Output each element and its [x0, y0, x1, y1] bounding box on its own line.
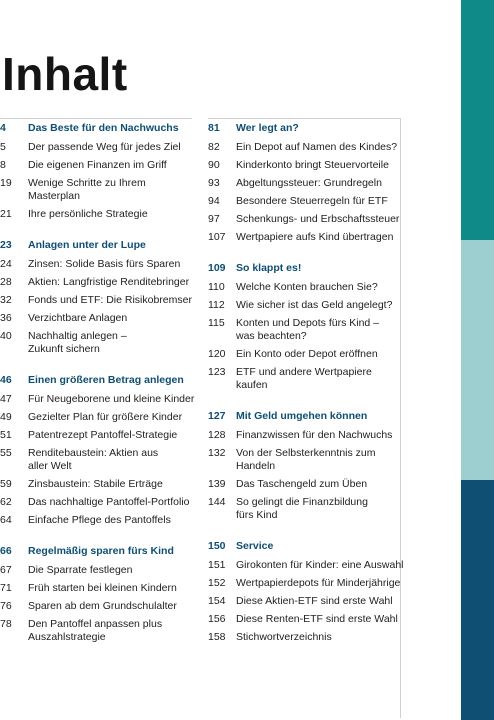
toc-left-column: [0, 118, 200, 658]
entry-page-number: 112: [208, 298, 225, 311]
entry-page-number: 64: [0, 513, 12, 526]
section-page-number: 4: [0, 122, 6, 134]
section-title: Das Beste für den Nachwuchs: [28, 122, 179, 134]
entry-page-number: 32: [0, 293, 12, 306]
section-heading[interactable]: [208, 118, 408, 138]
entry-page-number: 115: [208, 316, 225, 329]
entry-page-number: 5: [0, 140, 6, 153]
entry-title: Welche Konten brauchen Sie?: [236, 280, 378, 293]
section-heading[interactable]: [0, 235, 200, 255]
entry-page-number: 71: [0, 581, 12, 594]
toc-entry[interactable]: [208, 296, 408, 314]
entry-page-number: 139: [208, 477, 226, 490]
toc-section: [0, 541, 200, 646]
toc-entry[interactable]: [208, 314, 408, 345]
section-page-number: 46: [0, 374, 12, 386]
toc-section: [208, 118, 408, 246]
entry-page-number: 144: [208, 495, 226, 508]
side-stripe-teal: [461, 0, 494, 240]
entry-title: Die eigenen Finanzen im Griff: [28, 158, 167, 171]
entry-page-number: 90: [208, 158, 220, 171]
entry-page-number: 78: [0, 617, 12, 630]
entry-title: Gezielter Plan für größere Kinder: [28, 410, 183, 423]
toc-entry[interactable]: [0, 327, 200, 358]
toc-section: [0, 370, 200, 529]
entry-title: Nachhaltig anlegen – Zukunft sichern: [28, 329, 127, 355]
toc-entry[interactable]: [0, 408, 200, 426]
section-heading[interactable]: [208, 258, 408, 278]
toc-entry[interactable]: [208, 426, 408, 444]
toc-entry[interactable]: [208, 628, 408, 646]
entry-title: Schenkungs- und Erbschaftssteuer: [236, 212, 400, 225]
entry-title: Stichwortverzeichnis: [236, 630, 332, 643]
section-heading[interactable]: [0, 541, 200, 561]
entry-page-number: 97: [208, 212, 220, 225]
entry-title: Aktien: Langfristige Renditebringer: [28, 275, 190, 288]
entry-title: Girokonten für Kinder: eine Auswahl: [236, 558, 404, 571]
section-title: Service: [236, 540, 274, 552]
entry-title: Der passende Weg für jedes Ziel: [28, 140, 181, 153]
toc-entry[interactable]: [0, 291, 200, 309]
entry-page-number: 132: [208, 446, 226, 459]
entry-title: Das Taschengeld zum Üben: [236, 477, 368, 490]
toc-entry[interactable]: [0, 426, 200, 444]
entry-page-number: 28: [0, 275, 12, 288]
entry-title: Konten und Depots fürs Kind – was beachten?: [236, 316, 380, 342]
entry-title: Finanzwissen für den Nachwuchs: [236, 428, 393, 441]
toc-entry[interactable]: [0, 475, 200, 493]
toc-entry[interactable]: [0, 138, 200, 156]
section-heading[interactable]: [208, 536, 408, 556]
toc-entry[interactable]: [208, 228, 408, 246]
entry-page-number: 123: [208, 365, 226, 378]
entry-page-number: 120: [208, 347, 226, 360]
entry-title: So gelingt die Finanzbildung fürs Kind: [236, 495, 368, 521]
toc-entry[interactable]: [208, 156, 408, 174]
entry-title: Fonds und ETF: Die Risikobremser: [28, 293, 192, 306]
toc-entry[interactable]: [0, 174, 200, 205]
section-page-number: 23: [0, 239, 12, 251]
toc-entry[interactable]: [0, 615, 200, 646]
entry-page-number: 21: [0, 207, 12, 220]
section-heading[interactable]: [0, 370, 200, 390]
toc-entry[interactable]: [0, 511, 200, 529]
entry-title: Für Neugeborene und kleine Kinder: [28, 392, 195, 405]
entry-title: Verzichtbare Anlagen: [28, 311, 128, 324]
toc-entry[interactable]: [208, 138, 408, 156]
entry-title: Wie sicher ist das Geld angelegt?: [236, 298, 393, 311]
toc-entry[interactable]: [0, 561, 200, 579]
entry-page-number: 36: [0, 311, 12, 324]
entry-page-number: 19: [0, 176, 12, 189]
toc-section: [0, 235, 200, 358]
toc-entry[interactable]: [208, 610, 408, 628]
entry-page-number: 154: [208, 594, 226, 607]
entry-page-number: 156: [208, 612, 226, 625]
section-page-number: 81: [208, 122, 220, 134]
entry-title: Zinsbaustein: Stabile Erträge: [28, 477, 163, 490]
entry-title: Kinderkonto bringt Steuervorteile: [236, 158, 389, 171]
entry-page-number: 82: [208, 140, 220, 153]
entry-title: Wertpapierdepots für Minderjährige: [236, 576, 401, 589]
entry-title: Einfache Pflege des Pantoffels: [28, 513, 171, 526]
toc-entry[interactable]: [0, 597, 200, 615]
toc-entry[interactable]: [0, 273, 200, 291]
toc-section: [0, 118, 200, 223]
entry-page-number: 152: [208, 576, 226, 589]
section-title: Regelmäßig sparen fürs Kind: [28, 545, 174, 557]
toc-entry[interactable]: [208, 174, 408, 192]
toc-entry[interactable]: [0, 390, 200, 408]
toc-entry[interactable]: [208, 363, 408, 394]
entry-title: Früh starten bei kleinen Kindern: [28, 581, 177, 594]
section-heading[interactable]: [0, 118, 200, 138]
toc-entry[interactable]: [0, 255, 200, 273]
toc-entry[interactable]: [208, 556, 408, 574]
entry-page-number: 110: [208, 280, 225, 293]
section-title: Anlagen unter der Lupe: [28, 239, 146, 251]
section-title: Mit Geld umgehen können: [236, 410, 368, 422]
toc-entry[interactable]: [208, 574, 408, 592]
toc-entry[interactable]: [208, 192, 408, 210]
entry-title: Abgeltungssteuer: Grundregeln: [236, 176, 382, 189]
entry-title: Von der Selbsterkenntnis zum Handeln: [236, 446, 376, 472]
entry-page-number: 24: [0, 257, 12, 270]
entry-title: Wenige Schritte zu Ihrem Masterplan: [28, 176, 146, 202]
entry-page-number: 93: [208, 176, 220, 189]
entry-title: Patentrezept Pantoffel-Strategie: [28, 428, 178, 441]
entry-page-number: 49: [0, 410, 12, 423]
entry-page-number: 67: [0, 563, 12, 576]
toc-entry[interactable]: [208, 278, 408, 296]
toc-entry[interactable]: [0, 444, 200, 475]
entry-page-number: 158: [208, 630, 226, 643]
toc-entry[interactable]: [208, 592, 408, 610]
entry-title: Ein Depot auf Namen des Kindes?: [236, 140, 398, 153]
toc-entry[interactable]: [208, 345, 408, 363]
toc-entry[interactable]: [208, 210, 408, 228]
entry-page-number: 47: [0, 392, 12, 405]
toc-right-column: [208, 118, 408, 658]
side-stripe-light: [461, 240, 494, 480]
entry-title: Den Pantoffel anpassen plus Auszahlstrategie: [28, 617, 163, 643]
toc-entry[interactable]: [0, 205, 200, 223]
section-page-number: 109: [208, 262, 226, 274]
toc-entry[interactable]: [0, 156, 200, 174]
entry-page-number: 128: [208, 428, 226, 441]
section-heading[interactable]: [208, 406, 408, 426]
entry-title: Sparen ab dem Grundschulalter: [28, 599, 177, 612]
toc-entry[interactable]: [208, 493, 408, 524]
entry-page-number: 8: [0, 158, 6, 171]
section-title: So klappt es!: [236, 262, 302, 274]
entry-title: Ein Konto oder Depot eröffnen: [236, 347, 378, 360]
entry-page-number: 94: [208, 194, 220, 207]
section-page-number: 127: [208, 410, 226, 422]
section-page-number: 150: [208, 540, 226, 552]
toc-entry[interactable]: [0, 493, 200, 511]
toc-section: [208, 258, 408, 394]
entry-title: Wertpapiere aufs Kind übertragen: [236, 230, 394, 243]
entry-page-number: 51: [0, 428, 12, 441]
toc-entry[interactable]: [208, 444, 408, 475]
entry-page-number: 40: [0, 329, 12, 342]
section-title: Wer legt an?: [236, 122, 299, 134]
entry-title: Zinsen: Solide Basis fürs Sparen: [28, 257, 181, 270]
toc-section: [208, 536, 408, 646]
toc-section: [208, 406, 408, 524]
section-title: Einen größeren Betrag anlegen: [28, 374, 184, 386]
entry-page-number: 151: [208, 558, 226, 571]
entry-title: Diese Renten-ETF sind erste Wahl: [236, 612, 398, 625]
side-stripe-navy: [461, 480, 494, 720]
entry-title: Renditebaustein: Aktien aus aller Welt: [28, 446, 159, 472]
entry-title: Ihre persönliche Strategie: [28, 207, 148, 220]
entry-title: Die Sparrate festlegen: [28, 563, 133, 576]
entry-title: Das nachhaltige Pantoffel-Portfolio: [28, 495, 190, 508]
page-title: Inhalt: [2, 48, 128, 100]
section-page-number: 66: [0, 545, 12, 557]
entry-page-number: 59: [0, 477, 12, 490]
entry-page-number: 107: [208, 230, 226, 243]
entry-page-number: 55: [0, 446, 12, 459]
toc-entry[interactable]: [0, 579, 200, 597]
entry-title: Diese Aktien-ETF sind erste Wahl: [236, 594, 393, 607]
entry-page-number: 76: [0, 599, 12, 612]
entry-title: ETF und andere Wertpapiere kaufen: [236, 365, 372, 391]
entry-page-number: 62: [0, 495, 12, 508]
toc-entry[interactable]: [0, 309, 200, 327]
toc-entry[interactable]: [208, 475, 408, 493]
entry-title: Besondere Steuerregeln für ETF: [236, 194, 388, 207]
